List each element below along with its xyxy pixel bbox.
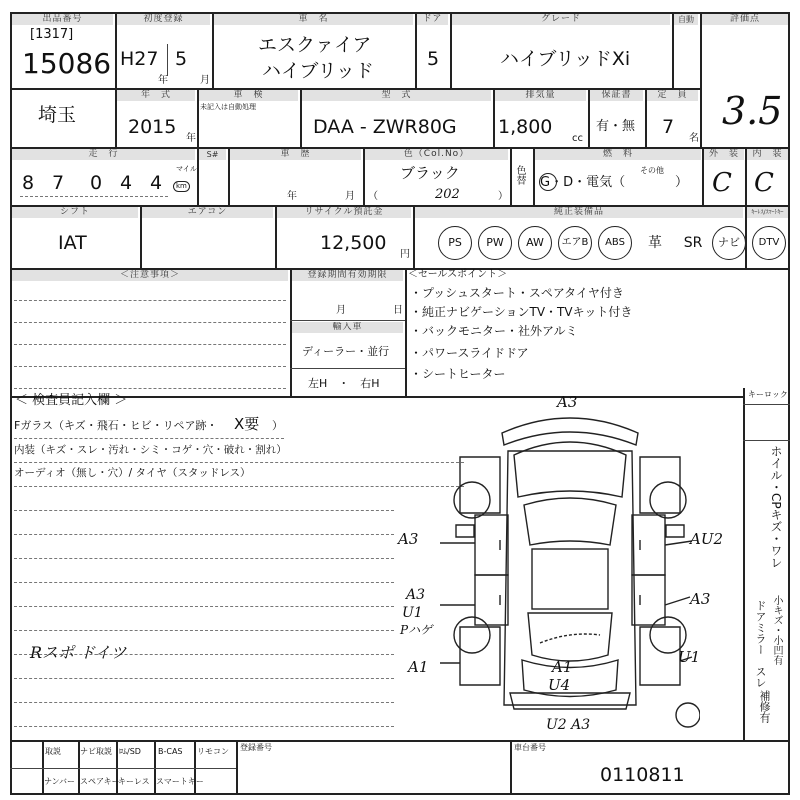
roof [532, 549, 608, 609]
mark-left-rear: A1 [408, 658, 429, 676]
caution-label: ＜注意事項＞ [12, 270, 288, 281]
line [14, 510, 394, 511]
right-rear-door [632, 575, 665, 625]
steering-option: 左H ・ 右H [308, 377, 380, 390]
divider [290, 368, 405, 369]
shift-value: IAT [58, 232, 87, 254]
displacement-label: 排気量 [495, 90, 586, 101]
interior-value: C [754, 168, 774, 198]
left-front-fender [460, 457, 500, 513]
displacement-value: 1,800 [498, 116, 553, 138]
shift-abbr-label: 自動 [674, 14, 698, 25]
model-value: DAA - ZWR80G [313, 116, 457, 138]
line [14, 486, 464, 487]
mileage-digit: 0 [90, 172, 103, 194]
feature-manual: 取説 [45, 747, 61, 756]
equipment-navi: ナビ [712, 226, 746, 260]
caution-line [14, 322, 286, 323]
divider [405, 268, 407, 396]
chassis-label: 車台番号 [514, 743, 546, 752]
fuel-label: 燃 料 [535, 149, 701, 160]
line [14, 438, 284, 439]
caution-line [14, 388, 286, 389]
mark-left-mid1: A3 [406, 587, 426, 603]
car-name-label: 車 名 [214, 14, 413, 25]
hood [514, 442, 626, 497]
scratch-mark [540, 634, 600, 643]
model-year-unit: 年 [186, 133, 196, 144]
sales-label: ＜セールスポイント＞ [408, 269, 508, 280]
left-rear-door [475, 575, 508, 625]
exterior-label: 外 装 [704, 149, 744, 160]
equipment-ps: PS [438, 226, 472, 260]
lot-code: [1317] [30, 27, 74, 42]
first-reg-year: H27 [120, 48, 159, 70]
mark-right-rear: U1 [678, 648, 701, 666]
history-label: 車 歴 [230, 149, 361, 160]
side-note: 小キズ・小凹有 [771, 595, 782, 665]
divider [743, 404, 790, 405]
windshield-line: Fガラス（キズ・飛石・ヒビ・リペア跡・ [14, 419, 218, 432]
leader [665, 541, 692, 545]
feature-number: ナンバー [44, 777, 76, 786]
exterior-value: C [712, 168, 732, 198]
first-reg-label: 初度登録 [117, 14, 210, 25]
line [14, 462, 464, 463]
audio-tire-line: オーディオ（無し・穴）/ タイヤ（スタッドレス） [14, 467, 251, 479]
sales-point: ・パワースライドドア [410, 346, 529, 360]
divider [743, 440, 790, 441]
mileage-digit: 4 [120, 172, 133, 194]
model-year-label: 年 式 [117, 90, 195, 101]
line [14, 606, 394, 607]
fuel-selected-circle [539, 173, 557, 191]
right-front-door [632, 515, 665, 575]
lot-label: 出品番号 [12, 14, 113, 25]
fuel-close: ） [675, 175, 689, 190]
doors-value: 5 [427, 48, 440, 70]
reg-no-label: 登録番号 [240, 743, 272, 752]
equipment-abs: ABS [598, 226, 632, 260]
feature-remote: リモコン [197, 747, 229, 756]
tick [167, 44, 168, 76]
capacity-unit: 名 [689, 133, 699, 144]
mark-left-mid3: Pハゲ [400, 623, 433, 637]
line [14, 534, 394, 535]
color-value: ブラック [400, 164, 460, 182]
caution-line [14, 366, 286, 367]
rear-window [528, 613, 612, 661]
mark-right-mid: A3 [690, 590, 711, 608]
divider [510, 147, 512, 205]
divider [510, 740, 512, 795]
windshield-mark: X要 [234, 415, 260, 433]
lot-number: 15086 [22, 47, 112, 80]
equipment-airbag: エアB [558, 226, 592, 260]
mark-left-mid2: U1 [402, 605, 423, 621]
key-circle [676, 703, 700, 727]
line [14, 726, 394, 727]
history-month-unit: 月 [345, 191, 355, 202]
caution-line [14, 344, 286, 345]
model-label: 型 式 [302, 90, 491, 101]
history-year-unit: 年 [287, 191, 297, 202]
model-year-value: 2015 [128, 116, 177, 138]
dealer-option: ディーラー・並行 [302, 345, 390, 358]
divider [290, 320, 405, 321]
mark-rear-bottom: U2 A3 [546, 717, 591, 733]
right-front-fender [640, 457, 680, 513]
mark-right-front: AU2 [690, 530, 724, 548]
sales-point: ・純正ナビゲーションTV・TVキット付き [410, 305, 633, 319]
capacity-label: 定 員 [647, 90, 698, 101]
keyless-label: ｷｰﾚｽ/ｽﾏｰﾄｷｰ [747, 207, 788, 218]
line [14, 678, 394, 679]
equipment-dtv: DTV [752, 226, 786, 260]
mark-rear-center2: U4 [548, 676, 571, 694]
left-rear-fender [460, 627, 500, 685]
line [14, 558, 394, 559]
color-label: 色（Col.No） [365, 149, 508, 160]
line [14, 582, 394, 583]
sales-point: ・バックモニター・社外アルミ [410, 324, 578, 338]
fuel-value: G・D・電気（ [540, 175, 626, 190]
handwritten-note: Rスポ ドイツ [30, 643, 127, 662]
mileage-digit: 7 [52, 172, 65, 194]
mark-rear-center1: A1 [552, 658, 573, 676]
feature-smart-key: スマートキー [156, 777, 204, 786]
mileage-digit: 4 [150, 172, 163, 194]
car-name-line1: エスクァイア [258, 34, 372, 56]
score-value: 3.5 [722, 89, 783, 133]
feature-rom-sd: ﾛﾑ/SD [119, 747, 141, 756]
color-paren-open: （ [368, 191, 378, 202]
ac-label: エアコン [142, 207, 273, 218]
color-change-label: 色替 [514, 165, 525, 185]
interior-line: 内装（キズ・スレ・汚れ・シミ・コゲ・穴・破れ・割れ） [14, 444, 287, 456]
side-note: ホイル・CPキズ・ワレ [769, 445, 783, 569]
warranty-value: 有・無 [596, 119, 636, 134]
left-front-door [475, 515, 508, 575]
side-note: 補修有 [758, 690, 771, 723]
equipment-aw: AW [518, 226, 552, 260]
divider [236, 740, 238, 795]
caution-line [14, 300, 286, 301]
grade-value: ハイブリッドXi [500, 48, 631, 70]
divider [700, 12, 702, 147]
mileage-label: 走 行 [12, 149, 195, 160]
footer-top-line [10, 740, 790, 742]
warranty-label: 保証書 [590, 90, 643, 101]
windshield [524, 498, 616, 545]
sales-point: ・シートヒーター [410, 367, 506, 381]
grade-label: グレード [452, 14, 670, 25]
rear-bumper [510, 693, 630, 709]
reg-date-label: 登録期間有効期限 [292, 270, 403, 281]
fuel-other-label: その他 [640, 166, 664, 175]
feature-bcas: B-CAS [158, 747, 183, 756]
reg-month-unit: 月 [336, 305, 346, 316]
side-note: ドアミラー スレ [754, 600, 767, 688]
color-paren-close: ） [498, 191, 508, 202]
feature-navi-manual: ナビ取説 [80, 747, 112, 756]
equipment-leather: 革 [648, 235, 662, 251]
capacity-value: 7 [662, 116, 675, 138]
inspection-label: 車 検 [199, 90, 298, 101]
mileage-digit: 8 [22, 172, 35, 194]
chassis-value: 0110811 [600, 764, 685, 786]
km-badge: km [173, 181, 190, 192]
recycle-label: リサイクル預託金 [277, 207, 411, 218]
reg-day-unit: 日 [393, 305, 403, 316]
windshield-close: ） [272, 419, 283, 432]
sales-point: ・プッシュスタート・スペアタイヤ付き [410, 286, 624, 300]
recycle-unit: 円 [400, 249, 410, 260]
recycle-value: 12,500 [320, 232, 387, 254]
car-name-line2: ハイブリッド [262, 60, 374, 82]
feature-spare-key: スペアキー [80, 777, 120, 786]
inspector-title: ＜ 検査員記入欄 ＞ [15, 393, 128, 408]
import-label: 輸入車 [292, 322, 403, 333]
score-label: 評価点 [702, 14, 788, 25]
feature-keyless: キーレス [118, 777, 150, 786]
mark-front: A3 [557, 393, 578, 411]
color-number: 202 [435, 187, 460, 202]
front-bumper [502, 418, 638, 445]
mileage-unit-top: マイル [176, 165, 197, 173]
doors-label: ドア [417, 14, 448, 25]
mark-left-front: A3 [398, 530, 419, 548]
key-lock-label: キーロック [748, 390, 788, 399]
year-unit: 年 [158, 75, 168, 86]
equipment-label: 純正装備品 [415, 207, 743, 218]
month-unit: 月 [200, 75, 210, 86]
equipment-pw: PW [478, 226, 512, 260]
first-reg-month: 5 [175, 48, 188, 70]
mileage-underline [20, 196, 168, 197]
right-mirror [666, 525, 684, 537]
equipment-sr: SR [683, 235, 703, 251]
divider [10, 768, 236, 769]
interior-label: 内 装 [747, 149, 788, 160]
cc-unit: cc [572, 133, 583, 144]
region-value: 埼玉 [38, 104, 77, 126]
leader [665, 597, 690, 605]
shift-label: シフト [12, 207, 138, 218]
right-rear-fender [640, 627, 680, 685]
line [14, 630, 394, 631]
left-mirror [456, 525, 474, 537]
s-no-label: S# [199, 149, 226, 160]
line [14, 702, 394, 703]
inspection-note: 未記入は自動処理 [200, 103, 256, 111]
